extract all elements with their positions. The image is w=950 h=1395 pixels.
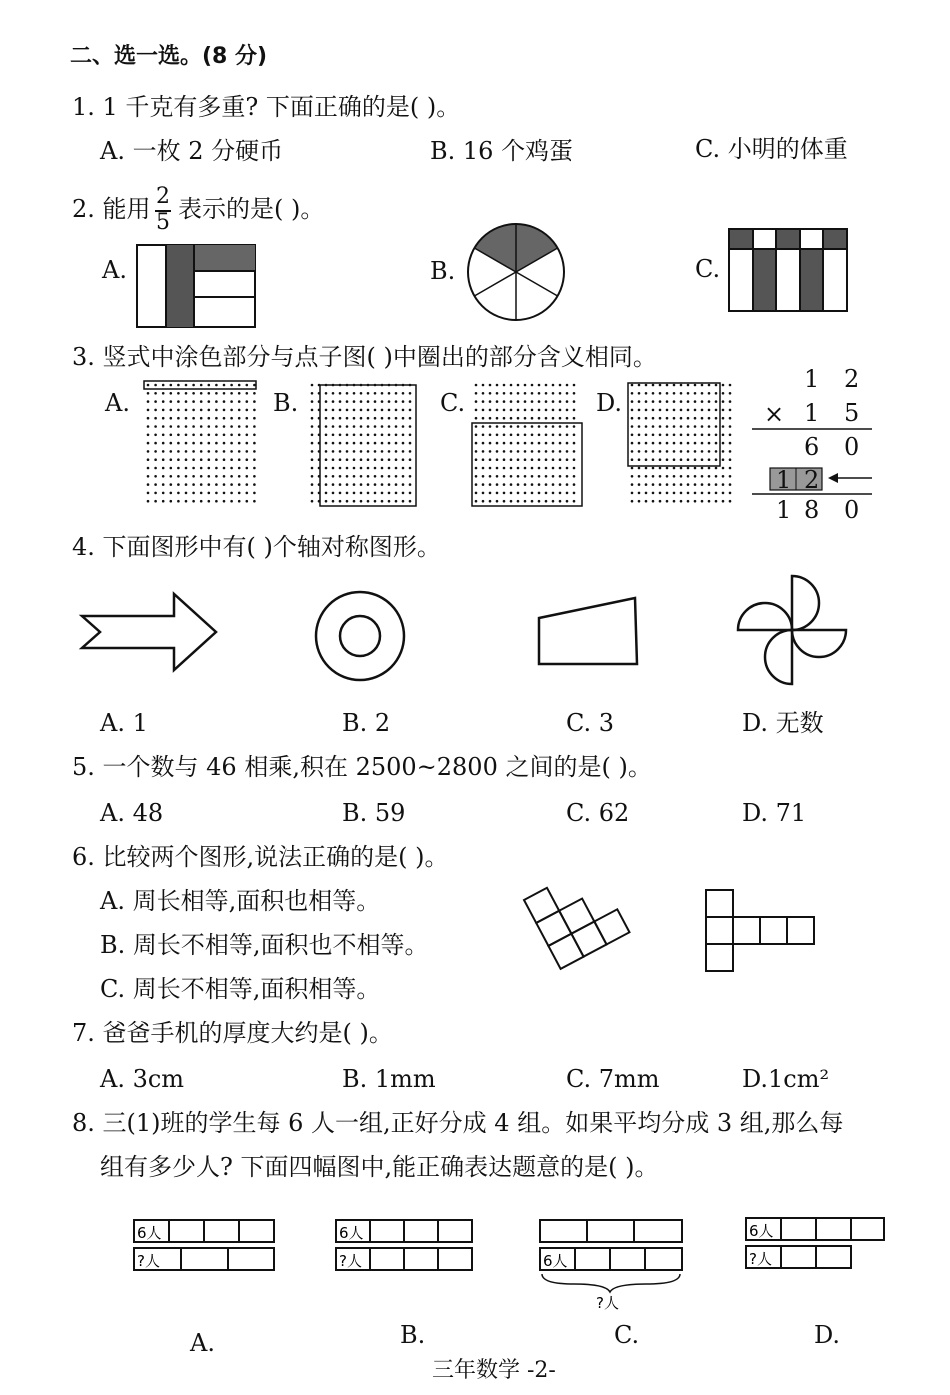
- q7-option-c[interactable]: C. 7mm: [566, 1065, 660, 1093]
- label-six-d: 6人: [749, 1222, 774, 1240]
- q1-option-a[interactable]: A. 一枚 2 分硬币: [100, 137, 284, 165]
- calc-r5-d2: 8: [804, 496, 820, 524]
- calc-r2-d1: 1: [804, 399, 820, 427]
- q8-option-a[interactable]: A.: [190, 1329, 215, 1357]
- page-footer: 三年数学 -2-: [432, 1358, 556, 1383]
- q7-option-d[interactable]: D.1cm²: [742, 1065, 830, 1093]
- q1-option-c[interactable]: C. 小明的体重: [695, 135, 848, 163]
- arrow-shape-figure: [80, 592, 220, 672]
- q8-option-b[interactable]: B.: [400, 1321, 426, 1349]
- q2-circle-figure-b: [466, 222, 566, 322]
- q5-option-d[interactable]: D. 71: [742, 799, 807, 827]
- section-title: 二、选一选。(8 分): [70, 44, 268, 69]
- q6-option-b[interactable]: B. 周长不相等,面积也不相等。: [100, 931, 429, 959]
- q4-option-b[interactable]: B. 2: [342, 709, 391, 737]
- question-8-stem-line1: 8. 三(1)班的学生每 6 人一组,正好分成 4 组。如果平均分成 3 组,那么每: [72, 1109, 844, 1137]
- q4-option-d[interactable]: D. 无数: [742, 709, 824, 737]
- q2-rect-figure-a: [136, 244, 256, 328]
- pinwheel-shape-figure: [738, 574, 846, 686]
- label-q-b: ?人: [339, 1252, 362, 1270]
- q8-option-c[interactable]: C.: [614, 1321, 640, 1349]
- q4-option-c[interactable]: C. 3: [566, 709, 615, 737]
- tilted-squares-figure: [518, 882, 638, 974]
- q3-dot-grid-b: [306, 380, 420, 508]
- label-six-c: 6人: [543, 1252, 568, 1270]
- calc-r2-d2: 5: [844, 399, 860, 427]
- calc-times-sign: ×: [764, 400, 785, 428]
- question-6-stem: 6. 比较两个图形,说法正确的是( )。: [72, 843, 449, 871]
- q2-option-b[interactable]: B.: [430, 257, 456, 285]
- q5-option-c[interactable]: C. 62: [566, 799, 630, 827]
- q3-dot-grid-c: [470, 380, 584, 508]
- q8-option-d[interactable]: D.: [814, 1321, 841, 1349]
- q3-dot-grid-a: [142, 380, 260, 508]
- arrow-left-icon: [826, 470, 874, 486]
- q8-bar-diagram-b: [334, 1218, 480, 1276]
- q3-option-a[interactable]: A.: [105, 389, 130, 417]
- calc-r1-d2: 2: [844, 365, 860, 393]
- q2-stem-suffix: 表示的是( )。: [178, 195, 325, 223]
- q3-option-d[interactable]: D.: [596, 389, 623, 417]
- trapezoid-shape-figure: [535, 596, 641, 668]
- q6-option-a[interactable]: A. 周长相等,面积也相等。: [100, 887, 381, 915]
- q1-option-b[interactable]: B. 16 个鸡蛋: [430, 137, 574, 165]
- fraction-numerator: 2: [156, 184, 170, 209]
- q3-option-b[interactable]: B.: [273, 389, 299, 417]
- calc-r4-d1: 1: [776, 466, 792, 494]
- question-4-stem: 4. 下面图形中有( )个轴对称图形。: [72, 533, 441, 561]
- question-8-stem-line2: 组有多少人? 下面四幅图中,能正确表达题意的是( )。: [100, 1153, 659, 1181]
- label-q-d: ?人: [749, 1250, 772, 1268]
- q6-option-c[interactable]: C. 周长不相等,面积相等。: [100, 975, 381, 1003]
- calc-r4-d2: 2: [804, 466, 820, 494]
- calc-r3-d1: 6: [804, 433, 820, 461]
- label-q-c: ?人: [596, 1294, 619, 1312]
- ring-shape-figure: [312, 590, 408, 686]
- q8-bar-diagram-c: [538, 1218, 686, 1312]
- calc-r1-d1: 1: [804, 365, 820, 393]
- label-six-b: 6人: [339, 1224, 364, 1242]
- fraction-denominator: 5: [156, 210, 170, 235]
- q2-striped-rect-figure-c: [728, 228, 848, 312]
- q3-option-c[interactable]: C.: [440, 389, 466, 417]
- q4-option-a[interactable]: A. 1: [100, 709, 148, 737]
- q5-option-b[interactable]: B. 59: [342, 799, 406, 827]
- q2-stem-prefix: 2. 能用: [72, 195, 151, 223]
- t-squares-figure: [704, 888, 818, 974]
- q3-dot-grid-d: [626, 380, 740, 508]
- q5-option-a[interactable]: A. 48: [100, 799, 164, 827]
- calc-r5-d3: 0: [844, 496, 860, 524]
- q2-option-a[interactable]: A.: [102, 256, 127, 284]
- label-q-a: ?人: [137, 1252, 160, 1270]
- question-3-stem: 3. 竖式中涂色部分与点子图( )中圈出的部分含义相同。: [72, 343, 657, 371]
- label-six-a: 6人: [137, 1224, 162, 1242]
- q2-option-c[interactable]: C.: [695, 255, 721, 283]
- calc-r5-d1: 1: [776, 496, 792, 524]
- q7-option-b[interactable]: B. 1mm: [342, 1065, 436, 1093]
- question-7-stem: 7. 爸爸手机的厚度大约是( )。: [72, 1019, 393, 1047]
- q8-bar-diagram-a: [132, 1218, 278, 1276]
- q7-option-a[interactable]: A. 3cm: [100, 1065, 185, 1093]
- question-5-stem: 5. 一个数与 46 相乘,积在 2500~2800 之间的是( )。: [72, 753, 652, 781]
- q8-bar-diagram-d: [744, 1216, 890, 1274]
- calc-r3-d2: 0: [844, 433, 860, 461]
- question-1-stem: 1. 1 千克有多重? 下面正确的是( )。: [72, 93, 461, 121]
